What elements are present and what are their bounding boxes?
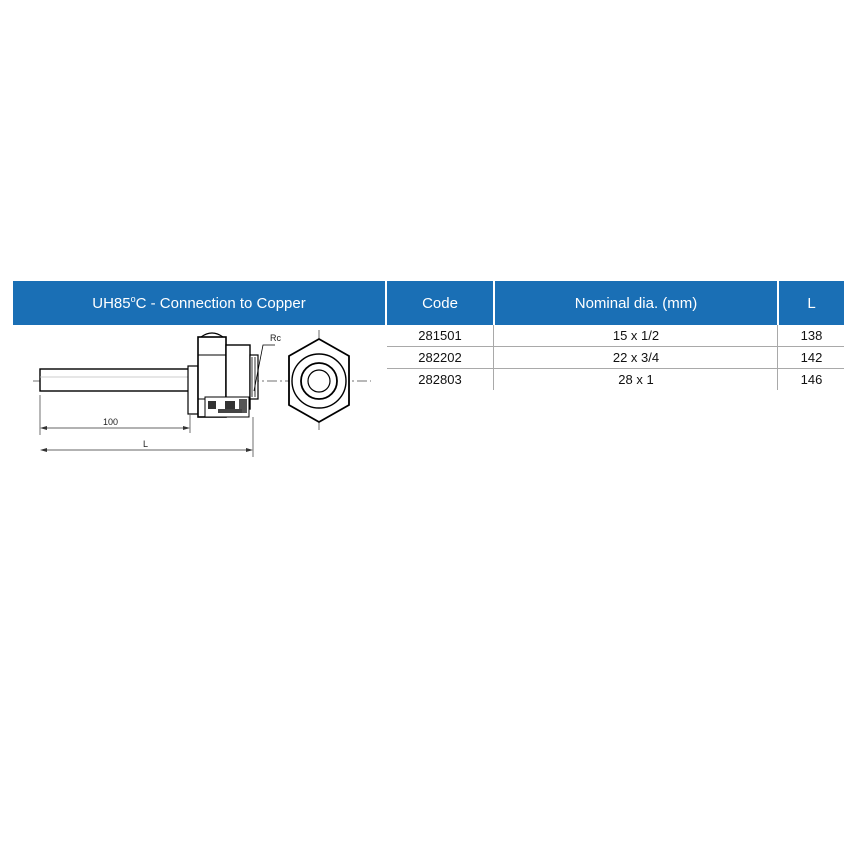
code-cell: 281501 [387, 325, 494, 346]
pipe-collar [188, 366, 198, 414]
code-cell: 282202 [387, 347, 494, 368]
rc-label: Rc [270, 333, 281, 343]
dimension-arrow [246, 448, 253, 452]
table-row [387, 347, 844, 369]
dimension-arrow [40, 448, 47, 452]
section-hatch [208, 401, 216, 409]
dimension-100-label: 100 [103, 417, 119, 427]
title-header [13, 281, 385, 325]
code-header [387, 281, 493, 325]
title-suffix: C - Connection to Copper [135, 295, 306, 312]
dimension-arrow [40, 426, 47, 430]
code-cell: 282803 [387, 369, 494, 390]
table-body [387, 325, 844, 390]
nominal-header [495, 281, 777, 325]
table-row [387, 325, 844, 347]
fitting-drawing-svg [13, 325, 385, 466]
nominal-header-label: Nominal dia. (mm) [574, 294, 698, 312]
length-header-label: L [807, 294, 816, 312]
end-view-inner-bore [308, 370, 330, 392]
dimension-L-label: L [143, 439, 149, 449]
nominal-cell: 15 x 1/2 [495, 325, 778, 346]
technical-drawing [13, 325, 385, 466]
section-hatch [218, 409, 242, 413]
degree-symbol: o [130, 294, 136, 304]
length-cell: 142 [800, 350, 823, 365]
product-spec-sheet [13, 281, 844, 466]
code-header-label: Code [422, 294, 458, 312]
title-prefix: UH85 [92, 295, 131, 312]
copper-pipe [40, 369, 190, 391]
nominal-cell: 22 x 3/4 [495, 347, 778, 368]
length-header [779, 281, 844, 325]
nominal-cell: 28 x 1 [495, 369, 778, 390]
length-cell: 146 [800, 372, 823, 387]
dimension-arrow [183, 426, 190, 430]
table-row [387, 369, 844, 390]
length-cell: 138 [800, 328, 823, 343]
